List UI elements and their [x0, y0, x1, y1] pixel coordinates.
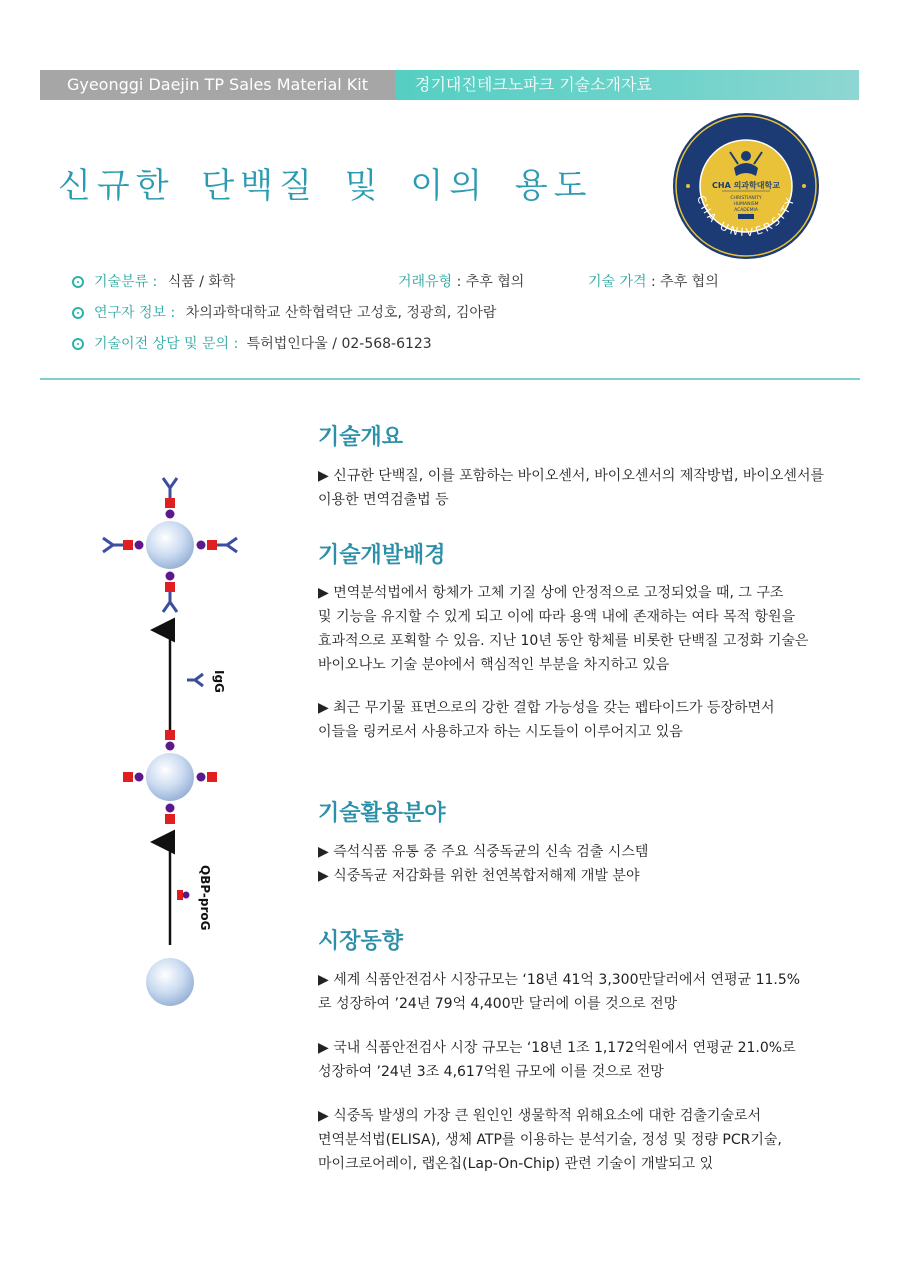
circle-bullet-icon — [72, 276, 84, 288]
background-line: 및 기능을 유지할 수 있게 되고 이에 따라 용액 내에 존재하는 여타 목적 항원을 — [318, 609, 796, 625]
info-row-contact — [72, 334, 432, 354]
qbp-proG-label: QBP-proG — [198, 865, 212, 931]
deal-type-label: 거래유형 — [398, 274, 453, 290]
logo-cha-mark-icon — [738, 214, 754, 219]
market-line: 성장하여 ’24년 3조 4,617억원 규모에 이를 것으로 전망 — [318, 1064, 664, 1080]
info-row-researcher — [72, 303, 496, 323]
background-line: ▶ 면역분석법에서 항체가 고체 기질 상에 안정적으로 고정되었을 때, 그 구조 — [318, 585, 784, 601]
market-line: ▶ 식중독 발생의 가장 큰 원인인 생물학적 위해요소에 대한 검출기술로서 — [318, 1108, 762, 1124]
cha-university-logo — [672, 112, 820, 260]
particle-with-antibodies — [103, 478, 237, 612]
background-text-2 — [318, 696, 878, 744]
category-label: 기술분류 : — [94, 274, 158, 290]
application-line: ▶ 즉석식품 유통 중 주요 식중독균의 신속 검출 시스템 — [318, 844, 649, 860]
section-title-background: 기술개발배경 — [318, 543, 446, 568]
biosensor-diagram — [95, 470, 265, 1030]
qbp-proG-icon — [177, 890, 190, 900]
section-divider — [40, 378, 860, 380]
price-label: 기술 가격 — [588, 274, 647, 290]
researcher-label: 연구자 정보 : — [94, 305, 176, 321]
page-title: 신규한 단백질 및 이의 용도 — [58, 166, 593, 206]
market-line: 마이크로어레이, 랩온칩(Lap-On-Chip) 관련 기술이 개발되고 있 — [318, 1156, 714, 1172]
overview-line: ▶ 신규한 단백질, 이를 포함하는 바이오센서, 바이오센서의 제작방법, 바이오센서를 — [318, 468, 825, 484]
contact-label: 기술이전 상담 및 문의 : — [94, 336, 239, 352]
background-line: 바이오나노 기술 분야에서 핵심적인 부분을 차지하고 있음 — [318, 657, 670, 673]
market-text-2 — [318, 1036, 878, 1084]
background-line: ▶ 최근 무기물 표면으로의 강한 결합 가능성을 갖는 펩타이드가 등장하면서 — [318, 700, 775, 716]
market-text-1 — [318, 968, 878, 1016]
header-right-banner: 경기대진테크노파크 기술소개자료 — [395, 70, 859, 100]
market-text-3 — [318, 1104, 878, 1176]
section-title-overview: 기술개요 — [318, 425, 404, 450]
circle-bullet-icon — [72, 307, 84, 319]
contact-value: 특허법인다울 / 02-568-6123 — [246, 336, 432, 352]
info-deal-type — [398, 272, 524, 292]
researcher-value: 차의과학대학교 산학협력단 고성호, 정광희, 김아람 — [185, 305, 497, 321]
background-line: 이들을 링커로서 사용하고자 하는 시도들이 이루어지고 있음 — [318, 724, 683, 740]
deal-type-value: : 추후 협의 — [456, 274, 525, 290]
price-value: : 추후 협의 — [651, 274, 719, 290]
overview-line: 이용한 면역검출법 등 — [318, 492, 449, 508]
market-line: 로 성장하여 ’24년 79억 4,400만 달러에 이를 것으로 전망 — [318, 996, 678, 1012]
info-price — [588, 272, 719, 292]
bare-particle — [146, 958, 194, 1006]
logo-motto-2: HUMANISM — [733, 202, 759, 207]
particle-with-linkers — [123, 730, 217, 824]
category-value: 식품 / 화학 — [167, 274, 236, 290]
market-line: 면역분석법(ELISA), 생체 ATP를 이용하는 분석기술, 정성 및 정량 PCR기술, — [318, 1132, 782, 1148]
header-left-banner: Gyeonggi Daejin TP Sales Material Kit — [40, 70, 395, 100]
application-line: ▶ 식중독균 저감화를 위한 천연복합저해제 개발 분야 — [318, 868, 640, 884]
background-text-1 — [318, 581, 878, 677]
market-line: ▶ 국내 식품안전검사 시장 규모는 ‘18년 1조 1,172억원에서 연평균 21.0%로 — [318, 1040, 796, 1056]
section-title-market: 시장동향 — [318, 929, 404, 954]
section-title-application: 기술활용분야 — [318, 801, 446, 826]
igg-label: IgG — [212, 670, 226, 693]
application-text — [318, 840, 878, 888]
logo-motto-3: ACADEMIA — [734, 208, 758, 213]
market-line: ▶ 세계 식품안전검사 시장규모는 ‘18년 41억 3,300만달러에서 연평균 11.5% — [318, 972, 801, 988]
info-row-category — [72, 272, 235, 292]
circle-bullet-icon — [72, 338, 84, 350]
logo-top-text: CHA 의과학대학교 — [712, 181, 780, 190]
logo-ring-text: CHA UNIVERSITY — [694, 193, 798, 240]
logo-motto-1: CHRISTIANITY — [730, 196, 762, 201]
background-line: 효과적으로 포획할 수 있음. 지난 10년 동안 항체를 비롯한 단백질 고정화 기술은 — [318, 633, 809, 649]
igg-icon — [187, 674, 203, 686]
overview-text — [318, 464, 878, 512]
